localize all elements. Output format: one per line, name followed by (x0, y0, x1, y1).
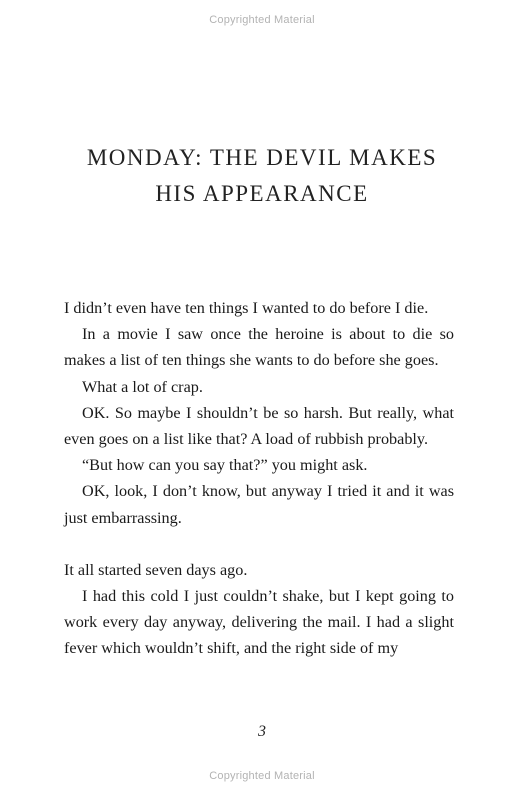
paragraph-7: It all started seven days ago. (64, 560, 248, 579)
section-break (64, 531, 454, 557)
copyright-watermark-top: Copyrighted Material (209, 14, 315, 26)
copyright-watermark-bottom: Copyrighted Material (209, 770, 315, 782)
chapter-title-line-1: MONDAY: THE DEVIL MAKES (86, 145, 438, 170)
body-text (64, 295, 454, 662)
paragraph-2: In a movie I saw once the heroine is about to die so makes a list of ten things she wants to do before she goes. (64, 325, 454, 370)
chapter-title (0, 140, 524, 212)
paragraph-4: OK. So maybe I shouldn’t be so harsh. But really, what even goes on a list like that? A load of rubbish probably. (64, 403, 454, 449)
chapter-title-line-2: HIS APPEARANCE (155, 181, 369, 206)
paragraph-3: What a lot of crap. (82, 377, 203, 396)
paragraph-1: I didn’t even have ten things I wanted to do before I die. (64, 299, 429, 317)
paragraph-8: I had this cold I just couldn’t shake, but I kept going to work every day anyway, delivering the mail. I had a slight fever which wouldn’t shift, and the right side of my (64, 587, 454, 658)
paragraph-5: “But how can you say that?” you might ask. (82, 456, 368, 475)
paragraph-6: OK, look, I don’t know, but anyway I tried it and it was just embarrassing. (64, 482, 454, 527)
page-number: 3 (258, 723, 266, 740)
